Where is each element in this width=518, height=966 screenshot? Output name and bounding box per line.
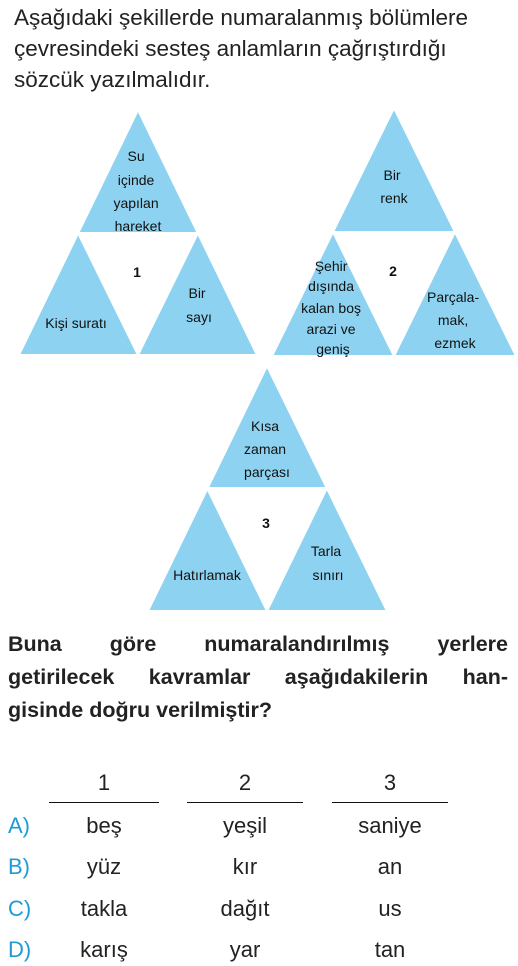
option-cell: saniye [358,813,422,838]
right-clue: Bir sayı [186,285,212,325]
left-clue: Kişi suratı [45,315,107,331]
option-cell: us [378,896,402,921]
question-text [8,628,508,727]
top-clue: Su içinde yapılan hareket [113,148,162,234]
triangle-figure-2 [272,108,516,357]
left-clue: Şehir dışında kalan boş arazi ve geniş [301,258,362,357]
region-number: 3 [262,515,270,531]
question-line: getirilecek kavramlar aşağıdakilerin han- [8,665,508,689]
option-cell: kır [232,854,258,879]
option-letter: C) [8,896,32,921]
top-clue: Bir renk [380,167,408,206]
triangle-figure-1 [19,110,257,355]
column-header-2: 2 [238,770,252,795]
left-clue: Hatırlamak [173,567,241,583]
option-letter: B) [8,854,30,879]
region-number: 1 [133,264,141,280]
option-cell: tan [374,937,406,962]
question-line: gisinde doğru verilmiştir? [8,698,273,722]
intro-line: sözcük yazılmalıdır. [14,67,211,92]
question-line: Buna göre numaralandırılmış yerlere [8,632,508,656]
option-cell: yar [229,937,261,962]
right-clue: Parçala- mak, ezmek [426,289,480,351]
option-letter: A) [8,813,30,838]
option-cell: dağıt [220,896,270,921]
intro-line: çevresindeki sesteş anlamların çağrıştırdığı [14,36,447,61]
right-clue: Tarla sınırı [310,543,344,583]
header-rule [49,802,159,803]
column-header-3: 3 [383,770,397,795]
option-cell: karış [80,937,128,962]
intro-line: Aşağıdaki şekillerde numaralanmış bölümlere [14,5,468,30]
header-rule [332,802,448,803]
option-cell: an [377,854,403,879]
option-cell: takla [80,896,128,921]
region-number: 2 [389,263,397,279]
triangle-figure-3 [148,366,387,611]
option-letter: D) [8,937,32,962]
column-header-1: 1 [97,770,111,795]
option-cell: yüz [86,854,122,879]
option-cell: yeşil [222,813,267,838]
top-clue: Kısa zaman parçası [244,418,290,480]
option-cell: beş [86,813,122,838]
header-rule [187,802,303,803]
